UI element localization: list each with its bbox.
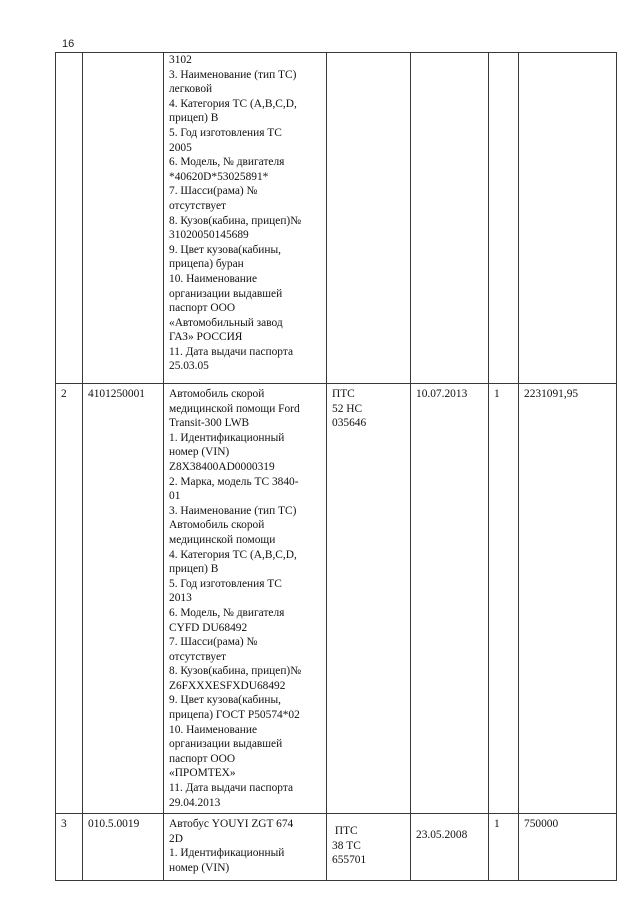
cell-text-line: 11. Дата выдачи паспорта xyxy=(169,782,294,795)
cell-text-line: организации выдавшей xyxy=(169,738,283,751)
cell-text-line: 1. Идентификационный xyxy=(169,847,285,860)
cell-text-line: 8. Кузов(кабина, прицеп)№ xyxy=(169,214,302,227)
cell-text-line: *40620D*53025891* xyxy=(169,170,269,183)
cell-text-line: 5. Год изготовления ТС xyxy=(169,577,282,590)
quantity-cell xyxy=(489,53,519,384)
date-cell: 23.05.2008 xyxy=(411,814,489,881)
table-row xyxy=(56,814,617,881)
cell-text-line: прицеп) В xyxy=(169,563,219,576)
cell-text-line: медицинской помощи Ford xyxy=(169,402,300,415)
cell-text-line: 9. Цвет кузова(кабины, xyxy=(169,243,281,256)
cell-text-line: 7. Шасси(рама) № xyxy=(169,636,258,649)
price-cell: 750000 xyxy=(519,814,617,881)
cell-text-line: паспорт ООО xyxy=(169,752,236,765)
cell-text-line: медицинской помощи xyxy=(169,533,276,546)
cell-text-line: 10. Наименование xyxy=(169,723,258,736)
cell-text-line: легковой xyxy=(169,83,213,96)
cell-text-line: 655701 xyxy=(332,854,367,867)
cell-text-line: 2013 xyxy=(169,592,192,605)
date-cell: 10.07.2013 xyxy=(411,384,489,814)
cell-text-line: Transit-300 LWB xyxy=(169,417,250,430)
vehicle-registry-table xyxy=(55,52,617,881)
price-cell xyxy=(519,53,617,384)
cell-text-line: 7. Шасси(рама) № xyxy=(169,185,258,198)
cell-text-line: 2005 xyxy=(169,141,192,154)
cell-text-line: ПТС xyxy=(332,825,358,837)
cell-text-line: 52 НС xyxy=(332,402,363,415)
registration-document-cell xyxy=(327,53,411,384)
table-row xyxy=(56,384,617,814)
cell-text-line: 38 ТС xyxy=(332,839,361,852)
price-cell: 2231091,95 xyxy=(519,384,617,814)
registration-document-cell xyxy=(327,384,411,814)
cell-text-line: отсутствует xyxy=(169,199,226,212)
cell-text-line: организации выдавшей xyxy=(169,287,283,300)
cell-text-line: ПТС xyxy=(332,388,355,400)
vehicle-description-cell xyxy=(164,814,327,881)
vehicle-description-cell xyxy=(164,53,327,384)
cell-text-line: «ПРОМТЕХ» xyxy=(169,767,236,780)
cell-text-line: 2. Марка, модель ТС 3840- xyxy=(169,475,299,488)
registration-document-cell xyxy=(327,814,411,881)
cell-text-line: 3. Наименование (тип ТС) xyxy=(169,68,297,81)
cell-text-line: 6. Модель, № двигателя xyxy=(169,606,285,619)
cell-text-line: 8. Кузов(кабина, прицеп)№ xyxy=(169,665,302,678)
cell-text-line: прицеп) В xyxy=(169,112,219,125)
cell-text-line: 4. Категория ТС (А,В,С,D, xyxy=(169,97,297,110)
cell-text-line: 6. Модель, № двигателя xyxy=(169,156,285,169)
cell-text-line: 5. Год изготовления ТС xyxy=(169,126,282,139)
cell-text-line: 31020050145689 xyxy=(169,229,249,242)
cell-text-line: прицепа) ГОСТ Р50574*02 xyxy=(169,709,300,722)
cell-text-line: 3102 xyxy=(169,54,192,66)
date-cell xyxy=(411,53,489,384)
cell-text-line: Автомобиль скорой xyxy=(169,519,265,532)
cell-text-line: ГАЗ» РОССИЯ xyxy=(169,331,243,344)
cell-text-line: 1. Идентификационный xyxy=(169,431,285,444)
cell-text-line: Автомобиль скорой xyxy=(169,388,265,400)
cell-text-line: 25.03.05 xyxy=(169,360,209,373)
cell-text-line: 11. Дата выдачи паспорта xyxy=(169,345,294,358)
cell-text-line: паспорт ООО xyxy=(169,302,236,315)
vehicle-description-cell xyxy=(164,384,327,814)
row-number-cell: 3 xyxy=(56,814,83,881)
cell-text-line: прицепа) буран xyxy=(169,258,244,271)
row-number-cell xyxy=(56,53,83,384)
inventory-code-cell: 4101250001 xyxy=(83,384,164,814)
cell-text-line: номер (VIN) xyxy=(169,861,230,874)
cell-text-line: 10. Наименование xyxy=(169,272,258,285)
cell-text-line: 01 xyxy=(169,490,181,503)
cell-text-line: Z6FXXXESFXDU68492 xyxy=(169,679,286,692)
table-row xyxy=(56,53,617,384)
cell-text-line: Автобус YOUYI ZGT 674 xyxy=(169,818,294,830)
page-number: 16 xyxy=(62,38,75,50)
cell-text-line: отсутствует xyxy=(169,650,226,663)
quantity-cell: 1 xyxy=(489,384,519,814)
cell-text-line: «Автомобильный завод xyxy=(169,316,283,329)
quantity-cell: 1 xyxy=(489,814,519,881)
cell-text-line: 9. Цвет кузова(кабины, xyxy=(169,694,281,707)
cell-text-line: номер (VIN) xyxy=(169,446,230,459)
cell-text-line: 29.04.2013 xyxy=(169,796,221,809)
cell-text-line: 3. Наименование (тип ТС) xyxy=(169,504,297,517)
cell-text-line: 035646 xyxy=(332,417,367,430)
row-number-cell: 2 xyxy=(56,384,83,814)
cell-text-line: Z8X38400AD0000319 xyxy=(169,460,275,473)
cell-text-line: 4. Категория ТС (А,В,С,D, xyxy=(169,548,297,561)
cell-text-line: 2D xyxy=(169,832,183,845)
cell-text-line: CYFD DU68492 xyxy=(169,621,248,634)
inventory-code-cell xyxy=(83,53,164,384)
inventory-code-cell: 010.5.0019 xyxy=(83,814,164,881)
